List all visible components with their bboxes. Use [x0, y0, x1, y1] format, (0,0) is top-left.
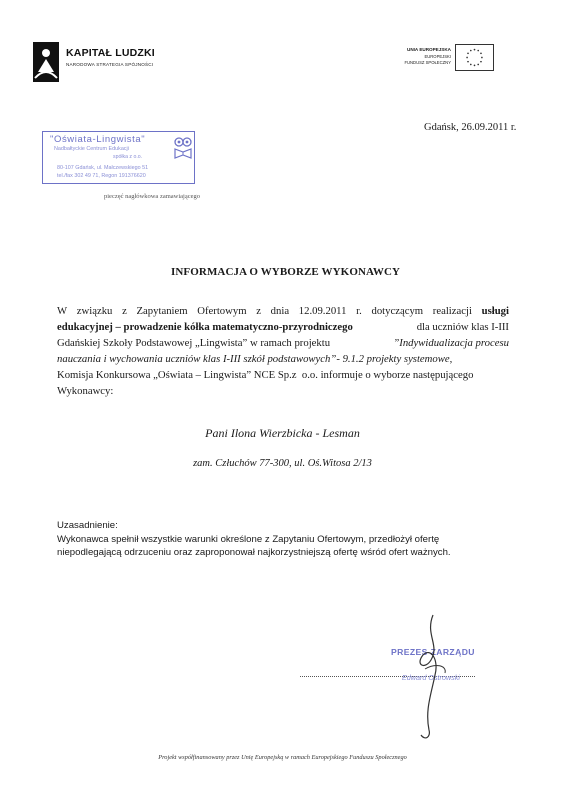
- stamp-line: tel./fax 302 49 71, Regon 191376620: [57, 173, 146, 179]
- logo-subtitle: NARODOWA STRATEGIA SPÓJNOŚCI: [66, 62, 154, 67]
- line-text: Komisja Konkursowa „Oświata – Lingwista” NCE Sp.z o.o. informuje o wyborze następującego: [57, 369, 474, 381]
- footer-note: Projekt współfinansowany przez Unię Europejską w ramach Europejskiego Funduszu Społecznego: [158, 754, 407, 761]
- justification-line: Wykonawca spełnił wszystkie warunki określone z Zapytaniu Ofertowym, przedłożył ofertę: [57, 534, 440, 545]
- word: z: [122, 305, 127, 317]
- paragraph-line-4: [57, 351, 509, 367]
- paragraph-line-5: [57, 367, 509, 383]
- eu-line2: EUROPEJSKI: [424, 53, 451, 59]
- eu-flag-icon: [455, 44, 494, 71]
- line-text: dla uczniów klas I-III: [416, 321, 509, 333]
- eu-line3: FUNDUSZ SPOŁECZNY: [404, 60, 451, 65]
- handwritten-signature: [395, 605, 465, 745]
- word: Zapytaniem: [136, 305, 188, 317]
- owl-logo-icon: [174, 136, 192, 160]
- line-text: Wykonawcy:: [57, 385, 114, 397]
- justification-line: niepodlegającą odrzuceniu oraz zaproponował najkorzystniejszą ofertę wśród ofert ważnych.: [57, 547, 451, 558]
- paragraph-line-3: [57, 335, 509, 351]
- word: 12.09.2011: [298, 305, 347, 317]
- document-heading: INFORMACJA O WYBORZE WYKONAWCY: [171, 266, 401, 278]
- justification-label: Uzasadnienie:: [57, 520, 118, 531]
- document-date: Gdańsk, 26.09.2011 r.: [424, 122, 517, 133]
- project-name-cont: nauczania i wychowania uczniów klas I-III szkół podstawowych”- 9.1.2 projekty systemowe,: [57, 353, 453, 365]
- kapital-ludzki-logo-icon: [33, 42, 59, 82]
- stamp-title: "Oświata-Lingwista": [50, 134, 146, 145]
- eu-line1: UNIA EUROPEJSKA: [407, 47, 451, 52]
- word-bold: usługi: [481, 305, 509, 317]
- stamp-line: Nadbałtyckie Centrum Edukacji: [54, 146, 129, 152]
- paragraph-line-1: [57, 303, 509, 319]
- signatory-role: PREZES ZARZĄDU: [391, 647, 475, 657]
- word: Ofertowym: [197, 305, 247, 317]
- word: W: [57, 305, 68, 317]
- service-name: edukacyjnej – prowadzenie kółka matematyczno-przyrodniczego: [57, 321, 353, 333]
- line-text: Gdańskiej Szkoły Podstawowej „Lingwista” w ramach projektu: [57, 337, 331, 349]
- stamp-line: spółka z o.o.: [113, 154, 143, 160]
- stamp-caption: pieczęć nagłówkowa zamawiającego: [104, 193, 201, 200]
- word: z: [256, 305, 261, 317]
- project-name: ”Indywidualizacja procesu: [393, 337, 509, 349]
- signatory-name: Edward Ostrowski: [402, 673, 460, 682]
- word: dotyczącym: [371, 305, 424, 317]
- stamp-line: 80-107 Gdańsk, ul. Małczewskiego 51: [57, 165, 149, 171]
- main-paragraph: [57, 303, 509, 399]
- eu-label: [385, 47, 451, 67]
- justification-text: [57, 533, 517, 559]
- word: r.: [356, 305, 362, 317]
- contractor-address: zam. Człuchów 77-300, ul. Oś.Witosa 2/13: [193, 458, 372, 469]
- selected-contractor: Pani Ilona Wierzbicka - Lesman: [205, 426, 360, 440]
- company-stamp: [42, 131, 195, 184]
- word: związku: [76, 305, 113, 317]
- word: dnia: [270, 305, 290, 317]
- paragraph-line-2: [57, 319, 509, 335]
- word: realizacji: [432, 305, 472, 317]
- paragraph-line-6: [57, 383, 509, 399]
- logo-title: KAPITAŁ LUDZKI: [66, 47, 155, 59]
